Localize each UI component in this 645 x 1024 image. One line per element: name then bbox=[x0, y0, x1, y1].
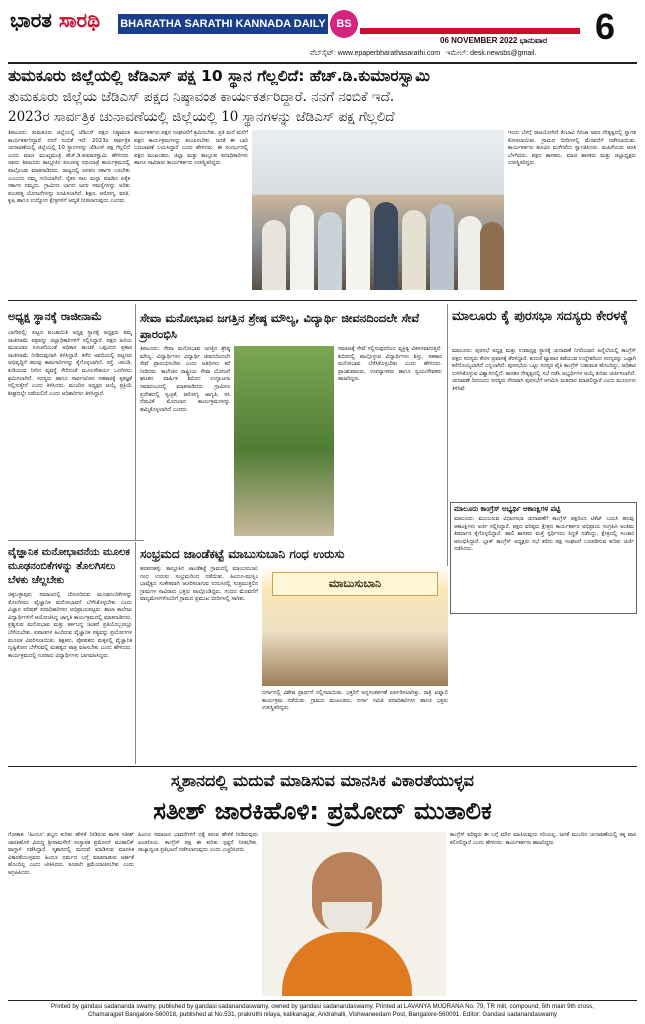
column-divider bbox=[135, 542, 136, 764]
story-service-title: ಸೇವಾ ಮನೋಭಾವ ಜಗತ್ತಿನ ಶ್ರೇಷ್ಠ ಮೌಲ್ಯ, ವಿದ್ಯಾರ್ಥಿ ಜೀವನದಿಂದಲೇ ಸೇವೆ ಪ್ರಾರಂಭಿಸಿ bbox=[140, 311, 420, 341]
story-urus-body-b: ದರ್ಗಾದಲ್ಲಿ ವಿಶೇಷ ಪ್ರಾರ್ಥನೆ ಸಲ್ಲಿಸಲಾಯಿತು. ಭಕ್ತರಿಗೆ ಅನ್ನಸಂತರ್ಪಣೆ ಏರ್ಪಡಿಸಲಾಗಿತ್ತು. ರಾತ್ರಿ ಖವ್ವಾಲಿ ಕಾರ್ಯಕ್ರಮ ನಡೆಯಿತು. ಗ್ರಾಮದ ಮುಖಂಡರು, ದರ್ಗಾ ಸಮಿತಿ ಪದಾಧಿಕಾರಿಗಳು ಹಾಗೂ ಭಕ್ತರು ಉಪಸ್ಥಿತರಿದ್ದರು. bbox=[262, 690, 448, 712]
story-urus-body: ಹರಪನಹಳ್ಳಿ: ತಾಲ್ಲೂಕಿನ ಜಾಂಡೆಕಟ್ಟೆ ಗ್ರಾಮದಲ್ಲಿ ಮಾಬುಸುಬಾನಿ ಗಂಧ ಉರುಸು ಸಂಭ್ರಮದಿಂದ ನಡೆಯಿತು. ಹಿಂದೂ-ಮುಸ್ಲಿಂ ಭಾವೈಕ್ಯದ ಸಂಕೇತವಾಗಿ ಆಚರಿಸಲಾಗುವ ಉರುಸಿನಲ್ಲಿ ಸುತ್ತಮುತ್ತಲಿನ ಗ್ರಾಮಗಳ ಸಾವಿರಾರು ಭಕ್ತರು ಪಾಲ್ಗೊಂಡಿದ್ದರು. ಗಂಧದ ಮೆರವಣಿಗೆ ವಾದ್ಯಮೇಳಗಳೊಂದಿಗೆ ಗ್ರಾಮದ ಪ್ರಮುಖ ಬೀದಿಗಳಲ್ಲಿ ಸಾಗಿತು. bbox=[140, 566, 258, 603]
story-congress-title: ಮಾಲೂರು ಕಾಂಗ್ರೆಸ್ ಅಭ್ಯರ್ಥಿ ಆಕಾಂಕ್ಷಿಗಳ ಪಟ್ಟಿ bbox=[454, 505, 561, 513]
story-science-title: ವೈಜ್ಞಾನಿಕ ಮನೋಭಾವನೆಯ ಮೂಲಕ ಮೂಢನಂಬಿಕೆಗಳನ್ನು ತೊಲಗಿಸಲು ಬೆಳಕು ಚೆಲ್ಲಬೇಕು bbox=[8, 547, 130, 586]
imprint-line-2: Chamarajpet Bangalore-560018, published at No.531, prakruthi nilaya, kalikanagar, Andrahalli, Vishwaneedam Post, Bangalore-560091. Editor: Gandasi sadanandaswamy bbox=[87, 1011, 558, 1018]
page-number: 6 bbox=[595, 6, 616, 47]
brand-part-2: ಸಾರಥಿ bbox=[58, 8, 101, 32]
section-rule-2 bbox=[8, 540, 144, 541]
lead-body-col2: ಕಾರ್ಯಕರ್ತರು ಪಕ್ಷದ ಸಂಘಟನೆಗೆ ಶ್ರಮಿಸಬೇಕು. ಪ್ರತಿ ಮನೆ ಮನೆಗೆ ಪಕ್ಷದ ಕಾರ್ಯಕ್ರಮಗಳನ್ನು ತಲುಪಿಸಬೇಕು. ಜನತೆ ಈ ಬಾರಿ ಬದಲಾವಣೆ ಬಯಸಿದ್ದಾರೆ ಎಂದು ಹೇಳಿದರು. ಈ ಸಂದರ್ಭದಲ್ಲಿ ಪಕ್ಷದ ಮುಖಂಡರು, ಜಿಲ್ಲಾ ಮತ್ತು ತಾಲ್ಲೂಕು ಪದಾಧಿಕಾರಿಗಳು ಹಾಗೂ ಸಾವಿರಾರು ಕಾರ್ಯಕರ್ತರು ಉಪಸ್ಥಿತರಿದ್ದರು. bbox=[134, 130, 248, 167]
story-mutalik-col1: ಗೋಕಾಕ: 'ಹಿಂದೂ' ಶಬ್ದದ ಕುರಿತು ಹೇಳಿಕೆ ನೀಡಿರುವ ಶಾಸಕ ಸತೀಶ್ ಜಾರಕಿಹೊಳಿ ವಿರುದ್ಧ ಶ್ರೀರಾಮಸೇನೆ ಸಂಸ್ಥಾಪಕ ಪ್ರಮೋದ್ ಮುತಾಲಿಕ್ ವಾಗ್ದಾಳಿ ನಡೆಸಿದ್ದಾರೆ. ಸ್ಮಶಾನದಲ್ಲಿ ಮದುವೆ ಮಾಡಿಸುವ ಮಾನಸಿಕ ವಿಕಾರತೆಯುಳ್ಳವರು ಹಿಂದೂ ಧರ್ಮದ ಬಗ್ಗೆ ಮಾತನಾಡುವ ಅರ್ಹತೆ ಹೊಂದಿಲ್ಲ ಎಂದು ಟೀಕಿಸಿದರು. ಕೂಡಲೇ ಕ್ಷಮೆಯಾಚಿಸಬೇಕು ಎಂದು ಆಗ್ರಹಿಸಿದರು. bbox=[8, 832, 134, 876]
masthead-red-band bbox=[360, 28, 580, 34]
story-mutalik-col2: ಹಿಂದೂ ಸಮಾಜದ ಭಾವನೆಗಳಿಗೆ ಧಕ್ಕೆ ತರುವ ಹೇಳಿಕೆ ನೀಡಿರುವುದು ಖಂಡನೀಯ. ಕಾಂಗ್ರೆಸ್ ಪಕ್ಷ ಈ ಕುರಿತು ಸ್ಪಷ್ಟನೆ ನೀಡಬೇಕು. ರಾಜ್ಯಾದ್ಯಂತ ಪ್ರತಿಭಟನೆ ನಡೆಸಲಾಗುವುದು ಎಂದು ಎಚ್ಚರಿಸಿದರು. bbox=[138, 832, 258, 854]
brand-english-banner: BHARATHA SARATHI KANNADA DAILY bbox=[118, 14, 328, 34]
bs-logo-icon: BS bbox=[330, 10, 358, 38]
story-mutalik-photo bbox=[262, 832, 446, 996]
urus-banner: ಮಾಬುಸುಬಾನಿ bbox=[272, 572, 438, 596]
story-malur-title: ಮಾಲೂರು ಕೈ ಪುರಸಭಾ ಸದಸ್ಯರು ಕೇರಳಕ್ಕೆ bbox=[452, 309, 628, 324]
lead-body-col3: ಇಂದು ಬೆಳಗ್ಗೆ ರಾಜಯೋಗಿಣಿ ಕೆಂಬಾವಿ ಗಿರಿಜಾ ಅವರ ನೇತೃತ್ವದಲ್ಲಿ ಸ್ವಾಗತ ಕೋರಲಾಯಿತು. ಗ್ರಾಮದ ಬೀದಿಗಳಲ್ಲಿ ಮೆರವಣಿಗೆ ನಡೆಸಲಾಯಿತು. ಕಾರ್ಯಕರ್ತರು ಹೂವಿನ ಮಳೆಗರೆದು ಸ್ವಾಗತಿಸಿದರು. ಮಹಿಳೆಯರು ಆರತಿ ಬೆಳಗಿದರು. ಪಕ್ಷದ ಶಾಸಕರು, ಮಾಜಿ ಶಾಸಕರು ಮತ್ತು ಜಿಲ್ಲಾಧ್ಯಕ್ಷರು ಉಪಸ್ಥಿತರಿದ್ದರು. bbox=[508, 130, 636, 167]
story-service-photo bbox=[234, 346, 334, 536]
website-email-line: ವೆಬ್‌ಸೈಟ್: www.epaperbharathasarathi.com ಇಮೇಲ್: desk.newsbs@gmail. bbox=[310, 50, 537, 57]
imprint-line-1: Printed by gandasi sadananda swamy, published by gandasi sadanandaswamy, owned by gandasi sadanandaswamy. Printed at LAVANYA MUDRANA No. 79, TR mill, compound, 5th main 9th cross, bbox=[51, 1003, 594, 1010]
brand-part-1: ಭಾರತ bbox=[10, 8, 59, 32]
story-resignation-body: ಬಾಗೇಪಲ್ಲಿ: ಪಟ್ಟಣ ಪಂಚಾಯಿತಿ ಅಧ್ಯಕ್ಷ ಸ್ಥಾನಕ್ಕೆ ಅಧ್ಯಕ್ಷರು ತಮ್ಮ ರಾಜೀನಾಮೆ ಪತ್ರವನ್ನು ಜಿಲ್ಲಾಧಿಕಾರಿಗಳಿಗೆ ಸಲ್ಲಿಸಿದ್ದಾರೆ. ಪಕ್ಷದ ಹಿರಿಯ ಮುಖಂಡರ ಸೂಚನೆಯಂತೆ ಅಧಿಕಾರ ಹಂಚಿಕೆ ಒಪ್ಪಂದದ ಪ್ರಕಾರ ರಾಜೀನಾಮೆ ನೀಡಿರುವುದಾಗಿ ತಿಳಿಸಿದ್ದಾರೆ. ಕಳೆದ ಅವಧಿಯಲ್ಲಿ ಪಟ್ಟಣದ ಅಭಿವೃದ್ಧಿಗೆ ಹಲವು ಕಾಮಗಾರಿಗಳನ್ನು ಕೈಗೊಳ್ಳಲಾಗಿದೆ. ರಸ್ತೆ, ಚರಂಡಿ, ಕುಡಿಯುವ ನೀರಿನ ವ್ಯವಸ್ಥೆ ಸೇರಿದಂತೆ ಮೂಲಸೌಕರ್ಯ ಒದಗಿಸಲು ಶ್ರಮಿಸಲಾಗಿದೆ. ಸದಸ್ಯರು ಹಾಗೂ ಸಾರ್ವಜನಿಕರ ಸಹಕಾರಕ್ಕೆ ಕೃತಜ್ಞತೆ ಸಲ್ಲಿಸುತ್ತೇನೆ ಎಂದು ತಿಳಿಸಿದರು. ಮುಂದಿನ ಅಧ್ಯಕ್ಷರ ಆಯ್ಕೆ ಪ್ರಕ್ರಿಯೆ ಶೀಘ್ರದಲ್ಲೇ ನಡೆಯಲಿದೆ ಎಂದು ಅಧಿಕಾರಿಗಳು ತಿಳಿಸಿದ್ದಾರೆ. bbox=[8, 330, 132, 397]
section-rule-1 bbox=[8, 300, 637, 301]
story-malur-body: ಮಾಲೂರು: ಪುರಸಭೆ ಅಧ್ಯಕ್ಷ ಮತ್ತು ಉಪಾಧ್ಯಕ್ಷ ಸ್ಥಾನಕ್ಕೆ ಚುನಾವಣೆ ನಿಗದಿಯಾದ ಹಿನ್ನೆಲೆಯಲ್ಲಿ ಕಾಂಗ್ರೆಸ್ ಪಕ್ಷದ ಸದಸ್ಯರು ಕೇರಳ ಪ್ರವಾಸಕ್ಕೆ ತೆರಳಿದ್ದಾರೆ. ಕುದುರೆ ವ್ಯಾಪಾರ ತಡೆಯುವ ಉದ್ದೇಶದಿಂದ ಸದಸ್ಯರನ್ನು ಒಟ್ಟಾಗಿ ಕರೆದೊಯ್ಯಲಾಗಿದೆ ಎನ್ನಲಾಗಿದೆ. ಪುರಸಭೆಯ ಒಟ್ಟು ಸದಸ್ಯರ ಪೈಕಿ ಕಾಂಗ್ರೆಸ್ ಬಹುಮತ ಹೊಂದಿದ್ದು, ಅಧಿಕಾರ ಉಳಿಸಿಕೊಳ್ಳುವ ವಿಶ್ವಾಸದಲ್ಲಿದೆ. ಶಾಸಕರ ನೇತೃತ್ವದಲ್ಲಿ ಸಭೆ ನಡೆಸಿ ಅಭ್ಯರ್ಥಿಗಳ ಆಯ್ಕೆ ಕುರಿತು ಚರ್ಚಿಸಲಾಗಿದೆ. ಚುನಾವಣೆ ದಿನದಂದು ಸದಸ್ಯರು ನೇರವಾಗಿ ಪುರಸಭೆಗೆ ಆಗಮಿಸಿ ಮತದಾನ ಮಾಡಲಿದ್ದಾರೆ ಎಂದು ಮೂಲಗಳು ತಿಳಿಸಿವೆ. bbox=[452, 348, 636, 392]
story-service-body-b: ಸಮಾಜಕ್ಕೆ ಸೇವೆ ಸಲ್ಲಿಸುವುದರಿಂದ ವ್ಯಕ್ತಿತ್ವ ವಿಕಸನವಾಗುತ್ತದೆ. ಶಿಬಿರದಲ್ಲಿ ಪಾಲ್ಗೊಳ್ಳುವ ವಿದ್ಯಾರ್ಥಿಗಳು ಶಿಸ್ತು, ಸಹಕಾರ ಮನೋಭಾವ ಬೆಳೆಸಿಕೊಳ್ಳಬೇಕು ಎಂದು ಹೇಳಿದರು. ಪ್ರಾಂಶುಪಾಲರು, ಉಪನ್ಯಾಸಕರು ಹಾಗೂ ಸ್ವಯಂಸೇವಕರು ಹಾಜರಿದ್ದರು. bbox=[338, 346, 442, 383]
lead-subhead-2: 2023ರ ಸಾರ್ವತ್ರಿಕ ಚುನಾವಣೆಯಲ್ಲಿ ಜಿಲ್ಲೆಯಲ್ಲಿ 10 ಸ್ಥಾನಗಳನ್ನು ಜೆಡಿಎಸ್ ಪಕ್ಷ ಗೆಲ್ಲಲಿದೆ bbox=[8, 109, 395, 125]
brand-logo-kannada bbox=[10, 8, 100, 32]
lead-subhead-1: ತುಮಕೂರು ಜಿಲ್ಲೆಯ ಜೆಡಿಎಸ್ ಪಕ್ಷದ ನಿಷ್ಠಾವಂತ ಕಾರ್ಯಕರ್ತರಿದ್ದಾರೆ. ನನಗೆ ನಂಬಿಕೆ ಇದೆ. bbox=[8, 89, 395, 105]
issue-date: 06 NOVEMBER 2022 ಭಾನುವಾರ bbox=[440, 36, 548, 45]
story-urus-photo bbox=[262, 566, 448, 686]
column-divider bbox=[135, 304, 136, 540]
imprint-footer bbox=[8, 1000, 637, 1019]
lead-headline: ತುಮಕೂರು ಜಿಲ್ಲೆಯಲ್ಲಿ ಜೆಡಿಎಸ್ ಪಕ್ಷ 10 ಸ್ಥಾನ ಗೆಲ್ಲಲಿದೆ: ಹೆಚ್.ಡಿ.ಕುಮಾರಸ್ವಾಮಿ bbox=[8, 67, 430, 85]
story-science-body: ಚಿಕ್ಕಬಳ್ಳಾಪುರ: ಸಮಾಜದಲ್ಲಿ ಬೇರೂರಿರುವ ಮೂಢನಂಬಿಕೆಗಳನ್ನು ತೊಲಗಿಸಲು ವೈಜ್ಞಾನಿಕ ಮನೋಭಾವನೆ ಬೆಳೆಸಿಕೊಳ್ಳಬೇಕು ಎಂದು ವಿಜ್ಞಾನ ಪರಿಷತ್ ಪದಾಧಿಕಾರಿಗಳು ಅಭಿಪ್ರಾಯಪಟ್ಟರು. ಶಾಲಾ ಕಾಲೇಜು ವಿದ್ಯಾರ್ಥಿಗಳಿಗೆ ಆಯೋಜಿಸಿದ್ದ ಜಾಗೃತಿ ಕಾರ್ಯಕ್ರಮದಲ್ಲಿ ಮಾತನಾಡಿದರು. ಪ್ರಶ್ನಿಸುವ ಮನೋಭಾವ ಮತ್ತು ತರ್ಕಬದ್ಧ ಚಿಂತನೆ ಪ್ರತಿಯೊಬ್ಬರಲ್ಲೂ ಬೆಳೆಯಬೇಕು. ಪವಾಡಗಳ ಹಿಂದಿರುವ ವೈಜ್ಞಾನಿಕ ಸತ್ಯವನ್ನು ಪ್ರಯೋಗಗಳ ಮೂಲಕ ವಿವರಿಸಲಾಯಿತು. ಶಿಕ್ಷಕರು, ಪೋಷಕರು ಮಕ್ಕಳಲ್ಲಿ ವೈಜ್ಞಾನಿಕ ದೃಷ್ಟಿಕೋನ ಬೆಳೆಸುವಲ್ಲಿ ಮಹತ್ವದ ಪಾತ್ರ ವಹಿಸಬೇಕು ಎಂದು ಹೇಳಿದರು. ಕಾರ್ಯಕ್ರಮದಲ್ಲಿ ನೂರಾರು ವಿದ್ಯಾರ್ಥಿಗಳು ಭಾಗವಹಿಸಿದ್ದರು. bbox=[8, 592, 132, 659]
story-congress-body: ಮಾಲೂರು: ಮುಂಬರುವ ವಿಧಾನಸಭಾ ಚುನಾವಣೆಗೆ ಕಾಂಗ್ರೆಸ್ ಪಕ್ಷದಿಂದ ಟಿಕೆಟ್ ಬಯಸಿ ಹಲವು ಆಕಾಂಕ್ಷಿಗಳು ಅರ್ಜಿ ಸಲ್ಲಿಸಿದ್ದಾರೆ. ಪಕ್ಷದ ವರಿಷ್ಠರು ಕ್ಷೇತ್ರದ ಕಾರ್ಯಕರ್ತರ ಅಭಿಪ್ರಾಯ ಸಂಗ್ರಹಿಸಿ ಅಂತಿಮ ತೀರ್ಮಾನ ಕೈಗೊಳ್ಳಲಿದ್ದಾರೆ. ಹಾಲಿ ಶಾಸಕರು ಮತ್ತೆ ಸ್ಪರ್ಧಿಸಲು ಸಿದ್ಧತೆ ನಡೆಸಿದ್ದು, ಕ್ಷೇತ್ರದಲ್ಲಿ ಸಂಚಾರ ಆರಂಭಿಸಿದ್ದಾರೆ. ಬ್ಲಾಕ್ ಕಾಂಗ್ರೆಸ್ ಅಧ್ಯಕ್ಷರು ಸಭೆ ಕರೆದು ಪಕ್ಷ ಸಂಘಟನೆ ಬಲಪಡಿಸುವ ಕುರಿತು ಚರ್ಚೆ ನಡೆಸಿದರು. bbox=[454, 516, 634, 553]
lead-photo bbox=[252, 130, 504, 290]
story-mutalik-title: ಸತೀಶ್ ಜಾರಕಿಹೊಳಿ: ಪ್ರಮೋದ್ ಮುತಾಲಿಕ bbox=[153, 797, 492, 825]
story-resignation-title: ಅಧ್ಯಕ್ಷ ಸ್ಥಾನಕ್ಕೆ ರಾಜೀನಾಮೆ bbox=[8, 310, 103, 323]
story-urus-title: ಸಂಭ್ರಮದ ಜಾಂಡೆಕಟ್ಟೆ ಮಾಬುಸುಬಾನಿ ಗಂಧ ಉರುಸು bbox=[140, 547, 345, 561]
masthead-rule bbox=[8, 62, 637, 64]
masthead bbox=[0, 0, 645, 68]
lead-body-col1: ತಿಪಟೂರು: ತುಮಕೂರು ಜಿಲ್ಲೆಯಲ್ಲಿ ಜೆಡಿಎಸ್ ಪಕ್ಷದ ನಿಷ್ಠಾವಂತ ಕಾರ್ಯಕರ್ತರಿದ್ದಾರೆ. ನನಗೆ ನಂಬಿಕೆ ಇದೆ. 2023ರ ಸಾರ್ವತ್ರಿಕ ಚುನಾವಣೆಯಲ್ಲಿ ಜಿಲ್ಲೆಯಲ್ಲಿ 10 ಸ್ಥಾನಗಳನ್ನು ಜೆಡಿಎಸ್ ಪಕ್ಷ ಗೆಲ್ಲಲಿದೆ ಎಂದು ಮಾಜಿ ಮುಖ್ಯಮಂತ್ರಿ ಹೆಚ್.ಡಿ.ಕುಮಾರಸ್ವಾಮಿ ಹೇಳಿದರು. ಅವರು ತಿಪಟೂರು ತಾಲ್ಲೂಕಿನ ಪಂಚರತ್ನ ರಥಯಾತ್ರೆ ಕಾರ್ಯಕ್ರಮದಲ್ಲಿ ಪಾಲ್ಗೊಂಡು ಮಾತನಾಡಿದರು. ರಾಜ್ಯದಲ್ಲಿ ಜನಪರ ಸರ್ಕಾರ ಬರಬೇಕು ಎಂಬುದು ನಮ್ಮ ಗುರಿಯಾಗಿದೆ. ರೈತರ ಸಾಲ ಮನ್ನಾ ಮಾಡಿದ ಏಕೈಕ ಸರ್ಕಾರ ನಮ್ಮದು. ಗ್ರಾಮೀಣ ಭಾಗದ ಜನರ ಸಮಸ್ಯೆಗಳನ್ನು ಅರಿತು ಪಂಚರತ್ನ ಯೋಜನೆಗಳನ್ನು ರೂಪಿಸಲಾಗಿದೆ. ಶಿಕ್ಷಣ, ಆರೋಗ್ಯ, ವಸತಿ, ಕೃಷಿ ಹಾಗೂ ಉದ್ಯೋಗ ಕ್ಷೇತ್ರಗಳಿಗೆ ಆದ್ಯತೆ ನೀಡಲಾಗುವುದು ಎಂದರು. bbox=[8, 130, 130, 205]
story-mutalik-kicker: ಸ್ಮಶಾನದಲ್ಲಿ ಮದುವೆ ಮಾಡಿಸುವ ಮಾನಸಿಕ ವಿಕಾರತೆಯುಳ್ಳವ bbox=[171, 771, 474, 790]
story-mutalik-col3: ಕಾಂಗ್ರೆಸ್ ವರಿಷ್ಠರು ಈ ಬಗ್ಗೆ ಮೌನ ವಹಿಸಿರುವುದು ಸರಿಯಲ್ಲ. ಜನತೆ ಮುಂದಿನ ಚುನಾವಣೆಯಲ್ಲಿ ತಕ್ಕ ಪಾಠ ಕಲಿಸಲಿದ್ದಾರೆ ಎಂದು ಹೇಳಿದರು. ಕಾರ್ಯಕರ್ತರು ಹಾಜರಿದ್ದರು. bbox=[450, 832, 636, 846]
story-service-body: ತಿಪಟೂರು: ಸೇವಾ ಮನೋಭಾವ ಜಗತ್ತಿನ ಶ್ರೇಷ್ಠ ಮೌಲ್ಯ. ವಿದ್ಯಾರ್ಥಿಗಳು ವಿದ್ಯಾರ್ಥಿ ಜೀವನದಿಂದಲೇ ಸೇವೆ ಪ್ರಾರಂಭಿಸಬೇಕು ಎಂದು ಅತಿಥಿಗಳು ಕರೆ ನೀಡಿದರು. ಕಾಲೇಜಿನ ರಾಷ್ಟ್ರೀಯ ಸೇವಾ ಯೋಜನೆ ಘಟಕದ ವಾರ್ಷಿಕ ಶಿಬಿರದ ಉದ್ಘಾಟನಾ ಸಮಾರಂಭದಲ್ಲಿ ಮಾತನಾಡಿದರು. ಗ್ರಾಮೀಣ ಪ್ರದೇಶದಲ್ಲಿ ಸ್ವಚ್ಛತೆ, ಆರೋಗ್ಯ ಜಾಗೃತಿ, ಸಸಿ ನೆಡುವಿಕೆ ಮೊದಲಾದ ಕಾರ್ಯಕ್ರಮಗಳನ್ನು ಹಮ್ಮಿಕೊಳ್ಳಲಾಗಿದೆ ಎಂದರು. bbox=[140, 346, 230, 413]
section-rule-3 bbox=[8, 766, 637, 767]
